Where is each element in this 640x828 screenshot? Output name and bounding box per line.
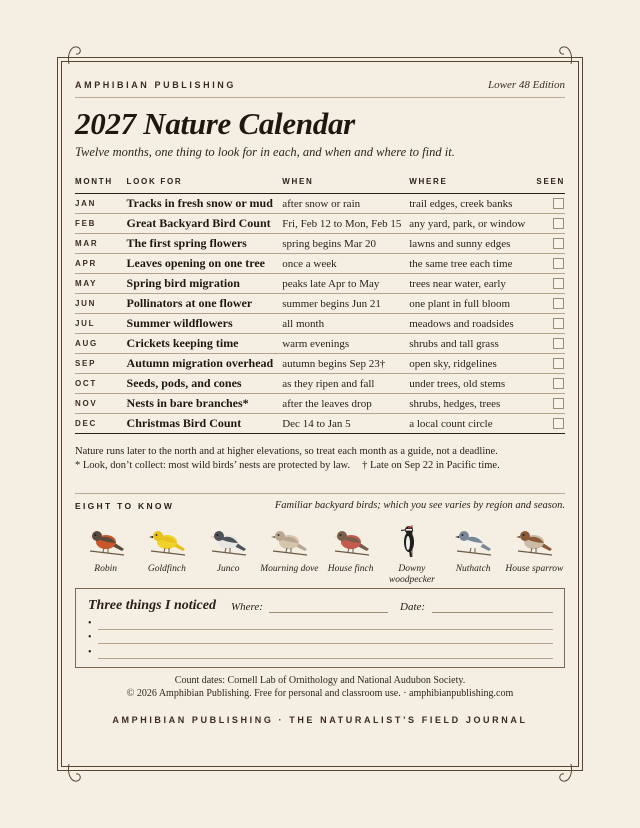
table-header-row	[75, 175, 565, 194]
seen-checkbox[interactable]	[553, 338, 564, 349]
bullet: •	[88, 632, 92, 643]
note-latitude: Nature runs later to the north and at higher elevations, so treat each month as a guide, not a deadline.	[75, 446, 498, 457]
seen-checkbox[interactable]	[553, 238, 564, 249]
table-row	[75, 394, 565, 414]
table-row	[75, 374, 565, 394]
bird-card	[320, 521, 381, 586]
cell-look: Autumn migration overhead	[127, 354, 283, 374]
publisher-name: AMPHIBIAN PUBLISHING	[75, 79, 237, 90]
corner-flourish-icon	[553, 44, 575, 66]
cell-seen	[536, 194, 565, 214]
cell-month: OCT	[75, 374, 127, 394]
house-sparrow-icon	[512, 521, 556, 559]
seen-checkbox[interactable]	[553, 218, 564, 229]
calendar-table	[75, 175, 565, 434]
cell-when: summer begins Jun 21	[282, 294, 409, 314]
cell-look: Nests in bare branches*	[127, 394, 283, 414]
cell-month: JUN	[75, 294, 127, 314]
goldfinch-icon	[145, 521, 189, 559]
table-row	[75, 254, 565, 274]
footer	[75, 674, 565, 700]
cell-look: Tracks in fresh snow or mud	[127, 194, 283, 214]
cell-when: spring begins Mar 20	[282, 234, 409, 254]
table-row	[75, 334, 565, 354]
where-field[interactable]	[269, 612, 388, 613]
cell-look: Summer wildflowers	[127, 314, 283, 334]
column-header-look-for: LOOK FOR	[127, 175, 283, 194]
bullet: •	[88, 618, 92, 629]
cell-where: one plant in full bloom	[409, 294, 536, 314]
bird-card	[381, 521, 442, 586]
cell-where: under trees, old stems	[409, 374, 536, 394]
cell-when: Fri, Feb 12 to Mon, Feb 15	[282, 214, 409, 234]
cell-where: a local count circle	[409, 414, 536, 434]
cell-where: shrubs and tall grass	[409, 334, 536, 354]
bird-name: Robin	[94, 564, 117, 574]
table-row	[75, 314, 565, 334]
cell-where: any yard, park, or window	[409, 214, 536, 234]
cell-look: Spring bird migration	[127, 274, 283, 294]
cell-look: The first spring flowers	[127, 234, 283, 254]
bird-name: Mourning dove	[260, 564, 319, 574]
robin-icon	[84, 521, 128, 559]
table-row	[75, 294, 565, 314]
mourning-dove-icon	[267, 521, 311, 559]
cell-seen	[536, 374, 565, 394]
nuthatch-icon	[451, 521, 495, 559]
cell-month: MAY	[75, 274, 127, 294]
cell-seen	[536, 334, 565, 354]
cell-when: Dec 14 to Jan 5	[282, 414, 409, 434]
cell-when: peaks late Apr to May	[282, 274, 409, 294]
seen-checkbox[interactable]	[553, 318, 564, 329]
cell-seen	[536, 234, 565, 254]
cell-seen	[536, 254, 565, 274]
bird-card	[198, 521, 259, 586]
three-things-box	[75, 588, 565, 668]
bird-card	[75, 521, 136, 586]
cell-seen	[536, 274, 565, 294]
bird-card	[136, 521, 197, 586]
seen-checkbox[interactable]	[553, 378, 564, 389]
seen-checkbox[interactable]	[553, 278, 564, 289]
seen-checkbox[interactable]	[553, 298, 564, 309]
seen-checkbox[interactable]	[553, 418, 564, 429]
cell-look: Pollinators at one flower	[127, 294, 283, 314]
cell-look: Seeds, pods, and cones	[127, 374, 283, 394]
cell-seen	[536, 414, 565, 434]
column-header-where: WHERE	[409, 175, 536, 194]
bottom-brand: AMPHIBIAN PUBLISHING · THE NATURALIST’S FIELD JOURNAL	[112, 715, 528, 725]
where-label: Where:	[231, 601, 263, 613]
table-row	[75, 214, 565, 234]
cell-when: once a week	[282, 254, 409, 274]
three-things-title: Three things I noticed	[88, 598, 216, 613]
table-row	[75, 354, 565, 374]
cell-month: MAR	[75, 234, 127, 254]
cell-when: autumn begins Sep 23†	[282, 354, 409, 374]
bird-gallery	[75, 521, 565, 586]
top-bar	[75, 72, 565, 98]
table-row	[75, 414, 565, 434]
cell-seen	[536, 394, 565, 414]
note-nests: * Look, don’t collect: most wild birds’ nests are protected by law.	[75, 460, 351, 471]
eight-to-know-note: Familiar backyard birds; which you see varies by region and season.	[274, 500, 565, 511]
downy-woodpecker-icon	[390, 521, 434, 559]
calendar-content	[75, 72, 565, 586]
cell-look: Christmas Bird Count	[127, 414, 283, 434]
cell-month: SEP	[75, 354, 127, 374]
table-row	[75, 234, 565, 254]
cell-when: warm evenings	[282, 334, 409, 354]
column-header-month: MONTH	[75, 175, 127, 194]
bird-name: Junco	[216, 564, 240, 574]
cell-where: lawns and sunny edges	[409, 234, 536, 254]
note-footnotes	[75, 459, 565, 473]
table-row	[75, 194, 565, 214]
footer-sources: Count dates: Cornell Lab of Ornithology and National Audubon Society.	[174, 675, 466, 686]
cell-look: Great Backyard Bird Count	[127, 214, 283, 234]
cell-where: shrubs, hedges, trees	[409, 394, 536, 414]
cell-month: NOV	[75, 394, 127, 414]
cell-when: after the leaves drop	[282, 394, 409, 414]
date-label: Date:	[400, 601, 426, 613]
cell-look: Leaves opening on one tree	[127, 254, 283, 274]
house-finch-icon	[329, 521, 373, 559]
cell-when: as they ripen and fall	[282, 374, 409, 394]
cell-month: AUG	[75, 334, 127, 354]
notes	[75, 445, 565, 473]
cell-when: all month	[282, 314, 409, 334]
cell-where: open sky, ridgelines	[409, 354, 536, 374]
table-body	[75, 194, 565, 434]
column-header-when: WHEN	[282, 175, 409, 194]
cell-month: APR	[75, 254, 127, 274]
bird-card	[504, 521, 565, 586]
cell-month: DEC	[75, 414, 127, 434]
cell-month: JAN	[75, 194, 127, 214]
cell-seen	[536, 294, 565, 314]
column-header-seen: SEEN	[536, 175, 565, 194]
date-field[interactable]	[432, 612, 553, 613]
page-title: 2027 Nature Calendar	[75, 106, 355, 141]
notice-line-2[interactable]	[88, 634, 553, 646]
cell-seen	[536, 214, 565, 234]
cell-where: trees near water, early	[409, 274, 536, 294]
cell-month: FEB	[75, 214, 127, 234]
note-dagger: † Late on Sep 22 in Pacific time.	[362, 460, 500, 471]
cell-where: meadows and roadsides	[409, 314, 536, 334]
eight-to-know-header	[75, 493, 565, 511]
cell-where: trail edges, creek banks	[409, 194, 536, 214]
corner-flourish-icon	[553, 762, 575, 784]
notice-line-3[interactable]	[88, 649, 553, 661]
cell-where: the same tree each time	[409, 254, 536, 274]
bird-name: House sparrow	[505, 564, 564, 574]
bird-name: House finch	[327, 564, 374, 574]
cell-seen	[536, 354, 565, 374]
footer-copyright: © 2026 Amphibian Publishing. Free for personal and classroom use. · amphibianpublishing.com	[126, 688, 514, 699]
seen-checkbox[interactable]	[553, 198, 564, 209]
seen-checkbox[interactable]	[553, 358, 564, 369]
corner-flourish-icon	[65, 762, 87, 784]
seen-checkbox[interactable]	[553, 398, 564, 409]
edition-label: Lower 48 Edition	[487, 78, 565, 91]
notice-line-1[interactable]	[88, 620, 553, 632]
seen-checkbox[interactable]	[553, 258, 564, 269]
table-row	[75, 274, 565, 294]
cell-when: after snow or rain	[282, 194, 409, 214]
corner-flourish-icon	[65, 44, 87, 66]
page-subtitle: Twelve months, one thing to look for in each, and when and where to find it.	[75, 145, 455, 159]
bird-name: Nuthatch	[455, 564, 491, 574]
bird-name: Downy woodpecker	[388, 564, 435, 585]
bird-name: Goldfinch	[147, 564, 186, 574]
bird-card	[259, 521, 320, 586]
cell-look: Crickets keeping time	[127, 334, 283, 354]
bullet: •	[88, 647, 92, 658]
cell-seen	[536, 314, 565, 334]
eight-to-know-title: EIGHT TO KNOW	[75, 500, 175, 511]
cell-month: JUL	[75, 314, 127, 334]
bird-card	[443, 521, 504, 586]
junco-icon	[206, 521, 250, 559]
